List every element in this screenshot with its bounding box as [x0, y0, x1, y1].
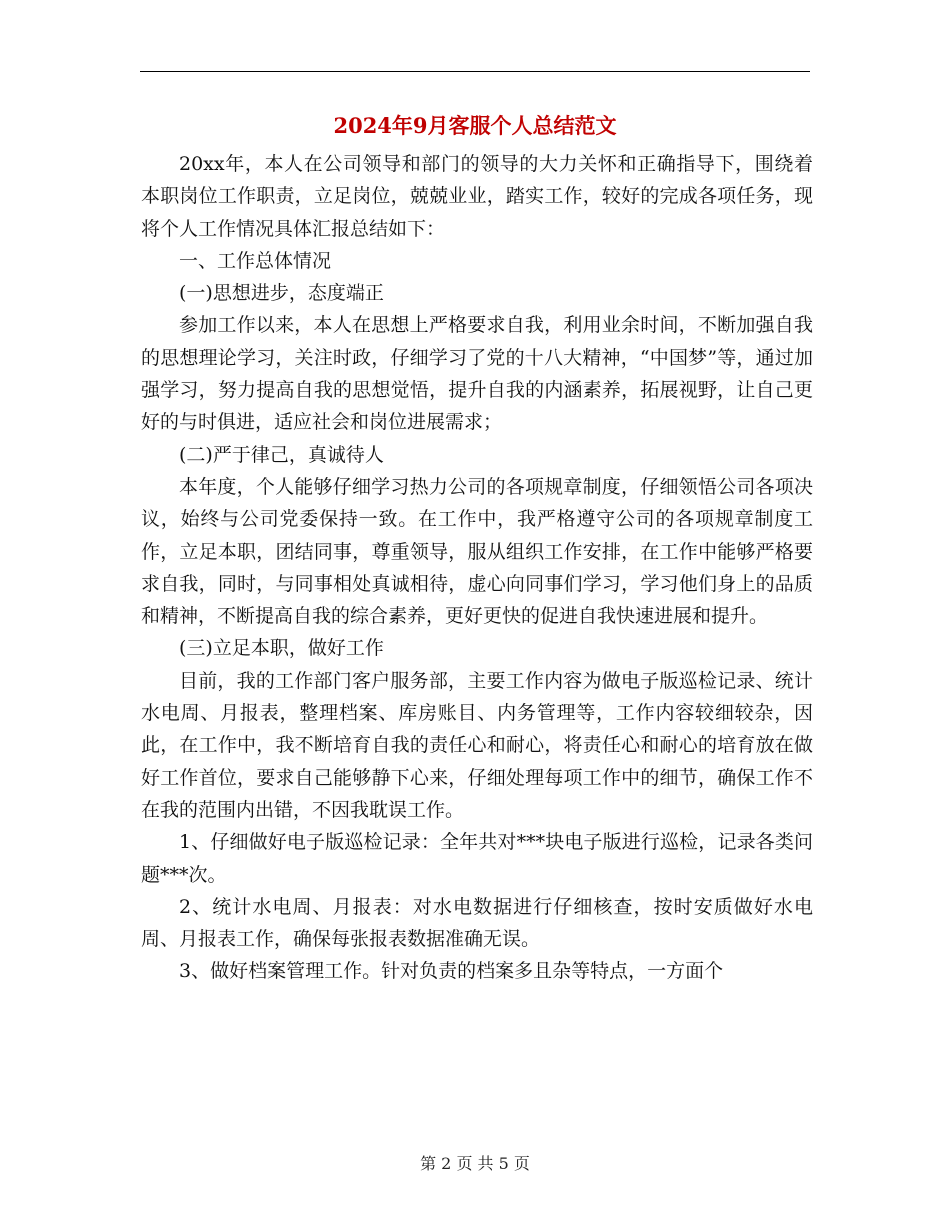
list-item-1: 1、仔细做好电子版巡检记录：全年共对***块电子版进行巡检，记录各类问题***次。 — [141, 831, 813, 886]
paragraph-intro: 20xx年，本人在公司领导和部门的领导的大力关怀和正确指导下，围绕着本职岗位工作职责，立足岗位，兢兢业业，踏实工作，较好的完成各项任务，现将个人工作情况具体汇报总结如下： — [141, 153, 813, 240]
paragraph-work: 目前，我的工作部门客户服务部，主要工作内容为做电子版巡检记录、统计水电周、月报表，整理档案、库房账目、内务管理等，工作内容较细较杂，因此，在工作中，我不断培育自我的责任心和耐心，将责任心和耐心的培育放在做好工作首位，要求自己能够静下心来，仔细处理每项工作中的细节，确保工作不在我的范围内出错，不因我耽误工作。 — [141, 669, 813, 821]
paragraph-discipline: 本年度，个人能够仔细学习热力公司的各项规章制度，仔细领悟公司各项决议，始终与公司党委保持一致。在工作中，我严格遵守公司的各项规章制度工作，立足本职，团结同事，尊重领导，服从组织工作安排，在工作中能够严格要求自我，同时，与同事相处真诚相待，虚心向同事们学习，学习他们身上的品质和精神，不断提高自我的综合素养，更好更快的促进自我快速进展和提升。 — [141, 475, 813, 628]
subheading-thought: (一)思想进步，态度端正 — [179, 282, 384, 305]
header-rule — [140, 71, 810, 72]
document-body — [141, 148, 813, 988]
paragraph-thought: 参加工作以来，本人在思想上严格要求自我，利用业余时间，不断加强自我的思想理论学习，关注时政，仔细学习了党的十八大精神，“中国梦”等，通过加强学习，努力提高自我的思想觉悟，提升自我的内涵素养，拓展视野，让自己更好的与时俱进，适应社会和岗位进展需求； — [141, 314, 813, 434]
subheading-work: (三)立足本职，做好工作 — [179, 637, 384, 660]
document-title: 2024年9月客服个人总结范文 — [333, 113, 617, 138]
section-heading-overall: 一、工作总体情况 — [179, 249, 332, 272]
subheading-discipline: (二)严于律己，真诚待人 — [179, 443, 384, 466]
page-footer: 第 2 页 共 5 页 — [420, 1154, 530, 1173]
list-item-2: 2、统计水电周、月报表：对水电数据进行仔细核查，按时安质做好水电周、月报表工作，确保每张报表数据准确无误。 — [141, 895, 813, 951]
list-item-3: 3、做好档案管理工作。针对负责的档案多且杂等特点，一方面个 — [179, 960, 724, 983]
